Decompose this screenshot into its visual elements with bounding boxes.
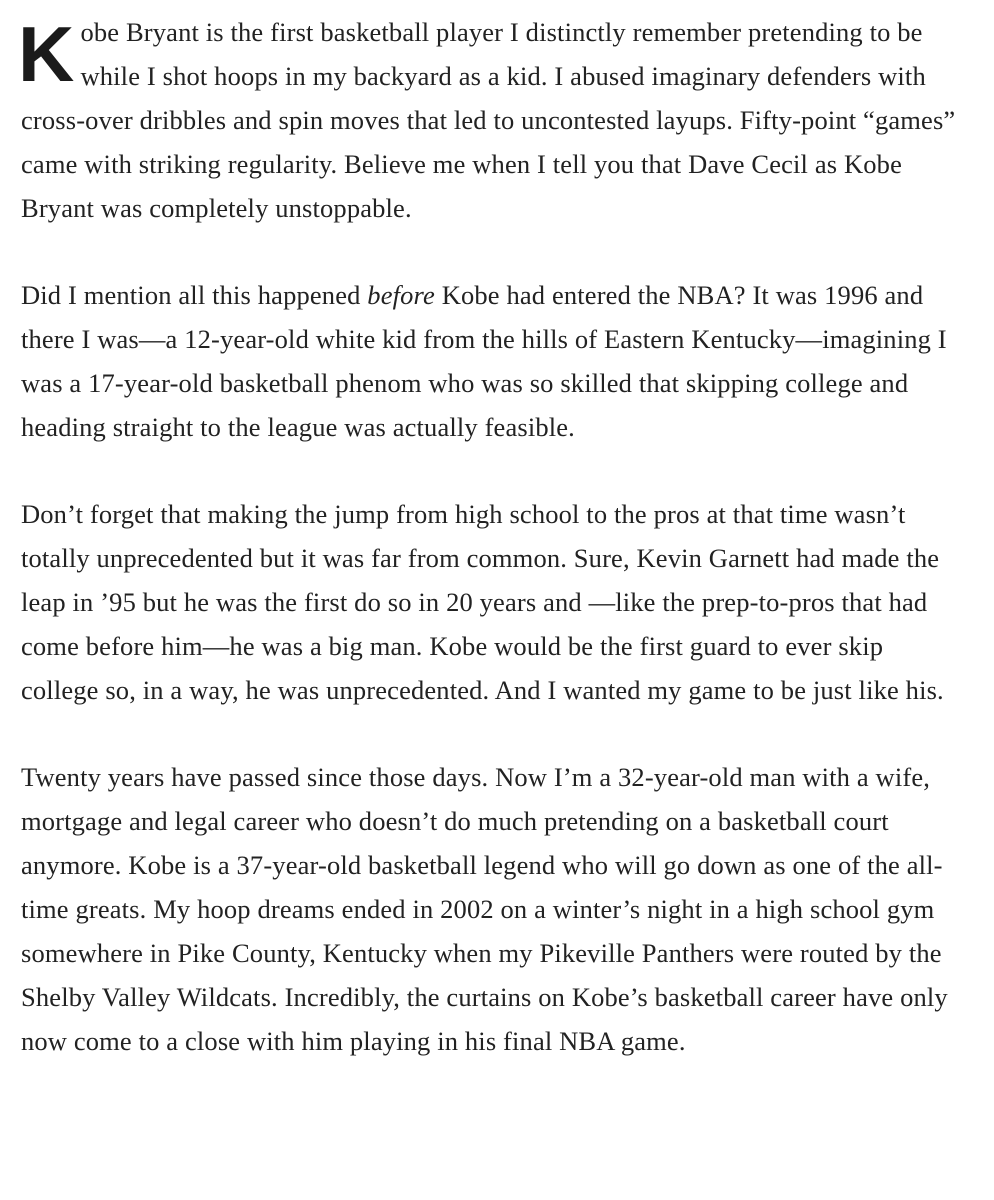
emphasis-before: before (367, 280, 435, 310)
article-body (18, 10, 961, 1106)
paragraph-4 (21, 755, 961, 1063)
paragraph-2-text-start: Did I mention all this happened (21, 280, 368, 310)
drop-cap: K (18, 10, 75, 98)
paragraph-2-text-end: Kobe had entered the NBA? It was 1996 and there I was—a 12-year-old white kid from the hills of Eastern Kentucky—imagining I was a 17-year-old basketball phenom who was so skilled that skipping college and heading straight to the league was actually feasible. (21, 280, 947, 442)
paragraph-3-text: Don’t forget that making the jump from high school to the pros at that time wasn’t totally unprecedented but it was far from common. Sure, Kevin Garnett had made the leap in ’95 but he was the first do so in 20 years and —like the prep-to-pros that had come before him—he was a big man. Kobe would be the first guard to ever skip college so, in a way, he was unprecedented. And I wanted my game to be just like his. (21, 499, 944, 705)
paragraph-1-text: obe Bryant is the first basketball player I distinctly remember pretending to be while I shot hoops in my backyard as a kid. I abused imaginary defenders with cross-over dribbles and spin moves that led to uncontested layups. Fifty-point “games” came with striking regularity. Believe me when I tell you that Dave Cecil as Kobe Bryant was completely unstoppable. (21, 17, 956, 223)
paragraph-1 (18, 10, 961, 230)
paragraph-4-text: Twenty years have passed since those days. Now I’m a 32-year-old man with a wife, mortgage and legal career who doesn’t do much pretending on a basketball court anymore. Kobe is a 37-year-old basketball legend who will go down as one of the all-time greats. My hoop dreams ended in 2002 on a winter’s night in a high school gym somewhere in Pike County, Kentucky when my Pikeville Panthers were routed by the Shelby Valley Wildcats. Incredibly, the curtains on Kobe’s basketball career have only now come to a close with him playing in his final NBA game. (21, 762, 948, 1056)
paragraph-3 (21, 492, 961, 712)
paragraph-2 (21, 273, 961, 449)
